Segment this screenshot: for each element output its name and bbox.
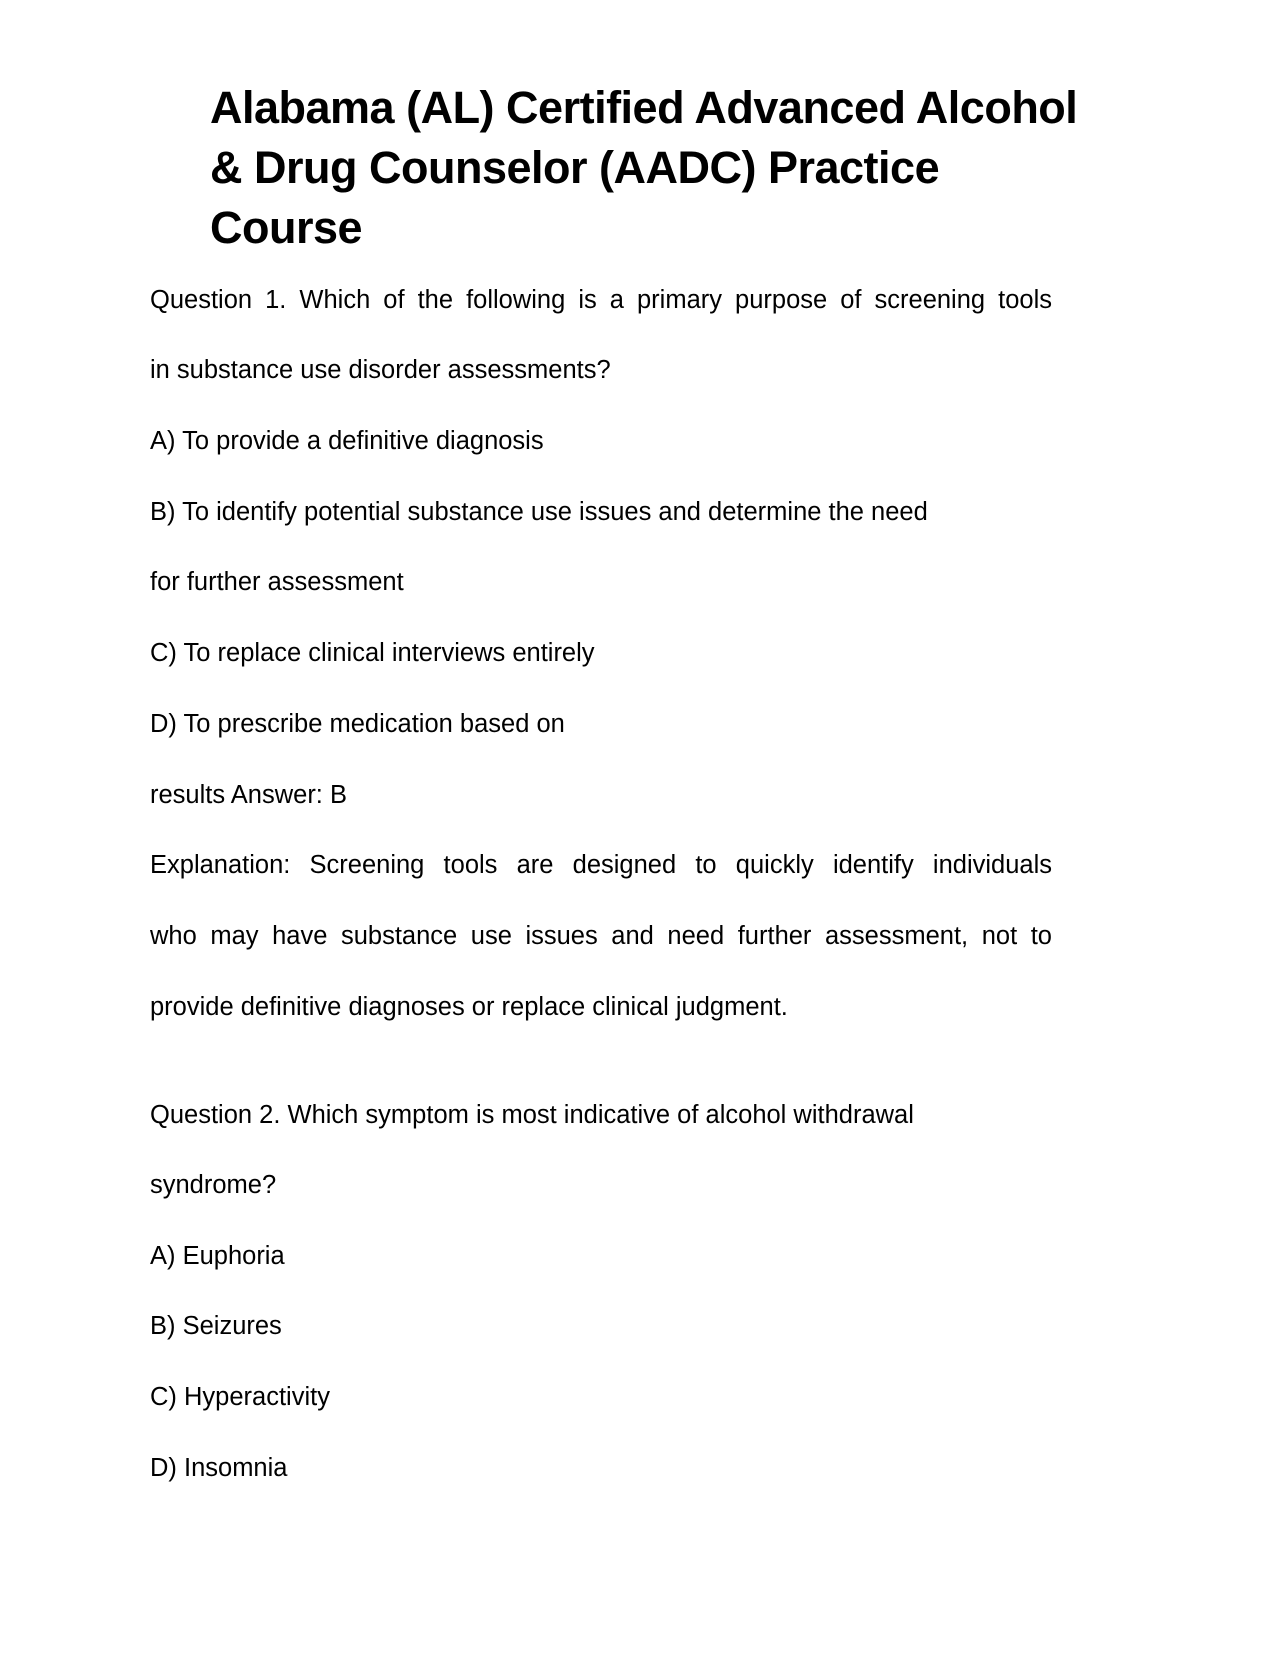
question-1-explanation-line-3: provide definitive diagnoses or replace clinical judgment. <box>150 993 788 1021</box>
question-1-option-a: A) To provide a definitive diagnosis <box>150 427 544 455</box>
question-1-explanation-line-2: who may have substance use issues and need further assessment, not to <box>150 922 1052 950</box>
document-title: Alabama (AL) Certified Advanced Alcohol & Drug Counselor (AADC) Practice Course <box>210 82 1078 253</box>
question-2-option-d: D) Insomnia <box>150 1454 288 1482</box>
question-2-option-a: A) Euphoria <box>150 1242 285 1270</box>
question-2-stem-line-2: syndrome? <box>150 1171 277 1199</box>
question-1-explanation-line-1: Explanation: Screening tools are designed to quickly identify individuals <box>150 851 1052 879</box>
question-1-option-c: C) To replace clinical interviews entirely <box>150 639 595 667</box>
question-1-stem-line-2: in substance use disorder assessments? <box>150 356 611 384</box>
question-1-option-b-line-2: for further assessment <box>150 568 404 596</box>
question-1-answer: results Answer: B <box>150 781 347 809</box>
question-2-option-c: C) Hyperactivity <box>150 1383 330 1411</box>
question-1-option-d-line-1: D) To prescribe medication based on <box>150 710 565 738</box>
question-1-option-b-line-1: B) To identify potential substance use issues and determine the need <box>150 498 928 526</box>
question-2-stem-line-1: Question 2. Which symptom is most indicative of alcohol withdrawal <box>150 1101 914 1129</box>
question-2-option-b: B) Seizures <box>150 1312 282 1340</box>
question-1-stem-line-1: Question 1. Which of the following is a primary purpose of screening tools <box>150 286 1052 314</box>
